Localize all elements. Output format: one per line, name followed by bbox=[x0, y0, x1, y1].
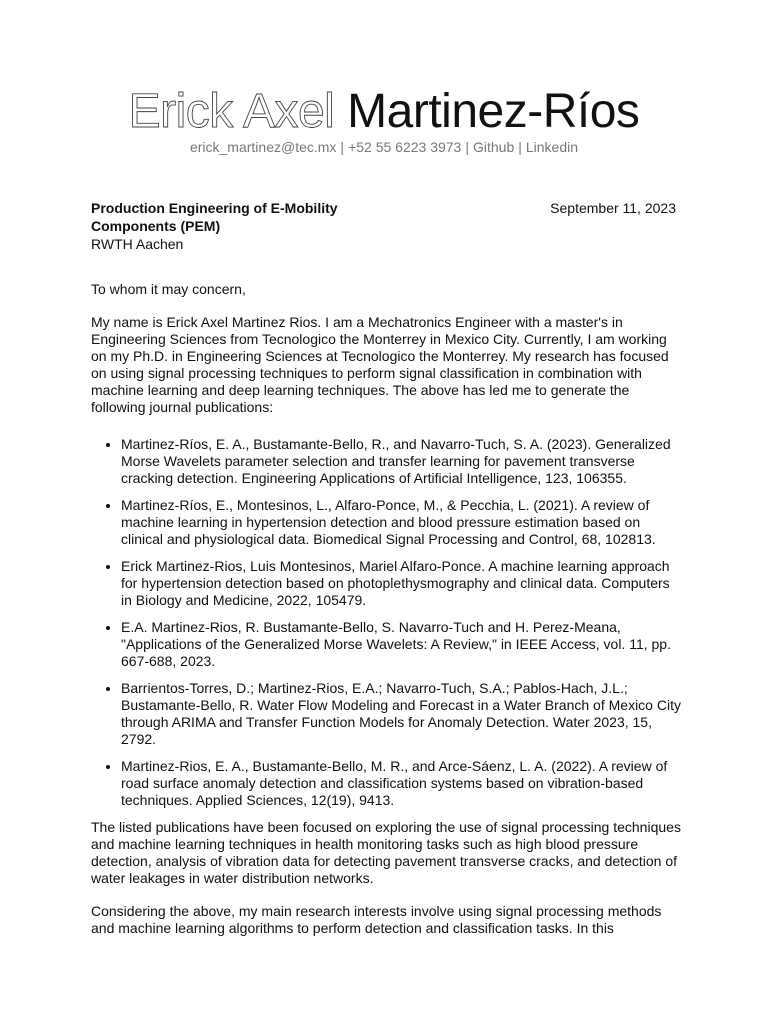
separator: | bbox=[340, 139, 345, 155]
contact-line bbox=[0, 138, 768, 156]
separator: | bbox=[465, 139, 469, 155]
publication-item: • Erick Martinez-Rios, Luis Montesinos, Mariel Alfaro-Ponce. A machine learning approach for hypertension detection based on photoplethysmography and clinical data. Computers in Biology and Medicine, 2022, 105479. bbox=[121, 558, 681, 609]
closing-paragraph: Considering the above, my main research interests involve using signal processing methods and machine learning algorithms to perform detection and classification tasks. In this bbox=[91, 903, 662, 936]
publication-item: • Martinez-Ríos, E. A., Bustamante-Bello, R., and Navarro-Tuch, S. A. (2023). Generalized Morse Wavelets parameter selection and transfer learning for pavement transverse cracking detection. Engineering Applications of Artificial Intelligence, 123, 106355. bbox=[121, 436, 681, 487]
recipient-institution: RWTH Aachen bbox=[91, 236, 184, 252]
separator: | bbox=[518, 139, 522, 155]
recipient-department: Production Engineering of E-Mobility Components (PEM) bbox=[91, 200, 338, 234]
publication-item: • Martinez-Ríos, E., Montesinos, L., Alfaro-Ponce, M., & Pecchia, L. (2021). A review of machine learning in hypertension detection and blood pressure estimation based on clinical and physiological data. Biomedical Signal Processing and Control, 68, 102813. bbox=[121, 497, 681, 548]
linkedin-link[interactable]: Linkedin bbox=[525, 139, 579, 155]
greeting: To whom it may concern, bbox=[91, 281, 246, 297]
letter-body bbox=[91, 281, 681, 953]
publication-item: • E.A. Martinez-Rios, R. Bustamante-Bello, S. Navarro-Tuch and H. Perez-Meana, "Applications of the Generalized Morse Wavelets: A Review," in IEEE Access, vol. 11, pp. 667-688, 2023. bbox=[121, 619, 681, 670]
last-name: Martinez-Ríos bbox=[347, 85, 640, 138]
github-link[interactable]: Github bbox=[472, 139, 515, 155]
recipient-block bbox=[91, 199, 391, 253]
publication-list bbox=[91, 436, 681, 809]
intro-paragraph: My name is Erick Axel Martinez Rios. I am a Mechatronics Engineer with a master's in Engineering Sciences from Tecnologico the Monterrey in Mexico City. Currently, I am working on my Ph.D. in Engineering Sciences at Tecnologico the Monterrey. My research has focused on using signal processing techniques to perform signal classification in combination with machine learning and deep learning techniques. The above has led me to generate the following journal publications: bbox=[91, 314, 669, 415]
applicant-name bbox=[0, 84, 768, 140]
publication-item: • Martinez-Rios, E. A., Bustamante-Bello, M. R., and Arce-Sáenz, L. A. (2022). A review of road surface anomaly detection and classification systems based on vibration-based techniques. Applied Sciences, 12(19), 9413. bbox=[121, 758, 681, 809]
publication-item: • Barrientos-Torres, D.; Martinez-Rios, E.A.; Navarro-Tuch, S.A.; Pablos-Hach, J.L.; Bustamante-Bello, R. Water Flow Modeling and Forecast in a Water Branch of Mexico City through ARIMA and Transfer Function Models for Anomaly Detection. Water 2023, 15, 2792. bbox=[121, 680, 681, 748]
email-link[interactable]: erick_martinez@tec.mx bbox=[189, 139, 337, 155]
letter-date: September 11, 2023 bbox=[550, 200, 676, 216]
phone-number: +52 55 6223 3973 bbox=[348, 139, 462, 155]
summary-paragraph: The listed publications have been focused on exploring the use of signal processing techniques and machine learning techniques in health monitoring tasks such as high blood pressure detection, analysis of vibration data for detecting pavement transverse cracks, and detection of water leakages in water distribution networks. bbox=[91, 819, 681, 886]
first-name: Erick Axel bbox=[128, 85, 335, 138]
